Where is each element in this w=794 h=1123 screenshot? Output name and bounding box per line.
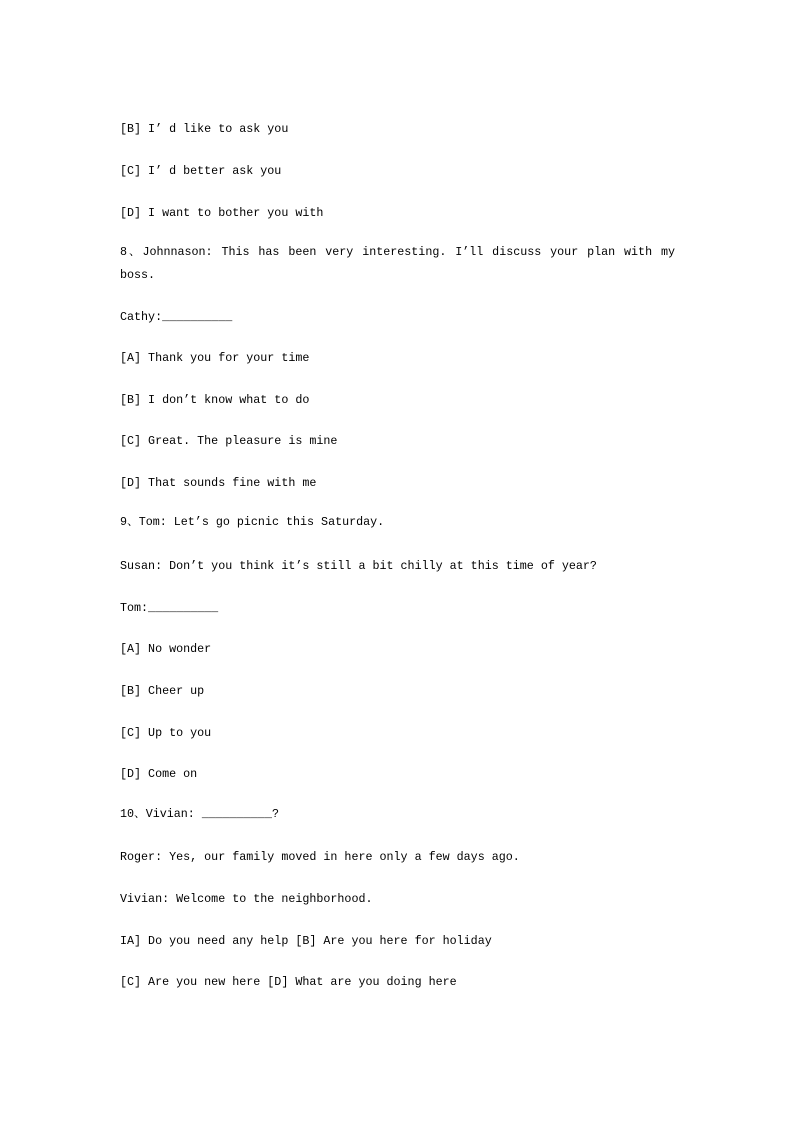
option-8b: [B] I don’t know what to do [120, 393, 310, 407]
question-9-blank: Tom:__________ [120, 601, 219, 615]
question-8-blank: Cathy:__________ [120, 310, 233, 324]
option-8a: [A] Thank you for your time [120, 351, 310, 365]
option-9c: [C] Up to you [120, 726, 212, 740]
option-7d: [D] I want to bother you with [120, 206, 324, 220]
option-9a: [A] No wonder [120, 642, 212, 656]
option-8d: [D] That sounds fine with me [120, 476, 317, 490]
option-7b: [B] I’ d like to ask you [120, 122, 289, 136]
question-9-line2: Susan: Don’t you think it’s still a bit chilly at this time of year? [120, 559, 597, 573]
question-9: 9、Tom: Let’s go picnic this Saturday. [120, 515, 385, 529]
option-9d: [D] Come on [120, 767, 198, 781]
question-10-line2: Roger: Yes, our family moved in here only a few days ago. [120, 850, 520, 864]
option-8c: [C] Great. The pleasure is mine [120, 434, 338, 448]
option-9b: [B] Cheer up [120, 684, 205, 698]
question-10-line3: Vivian: Welcome to the neighborhood. [120, 892, 373, 906]
question-8: 8、Johnnason: This has been very interesting. I’ll discuss your plan with my boss. [120, 245, 675, 282]
question-10: 10、Vivian: __________? [120, 807, 279, 821]
option-7c: [C] I’ d better ask you [120, 164, 282, 178]
options-10cd: [C] Are you new here [D] What are you doing here [120, 975, 457, 989]
options-10ab: IA] Do you need any help [B] Are you here for holiday [120, 934, 492, 948]
